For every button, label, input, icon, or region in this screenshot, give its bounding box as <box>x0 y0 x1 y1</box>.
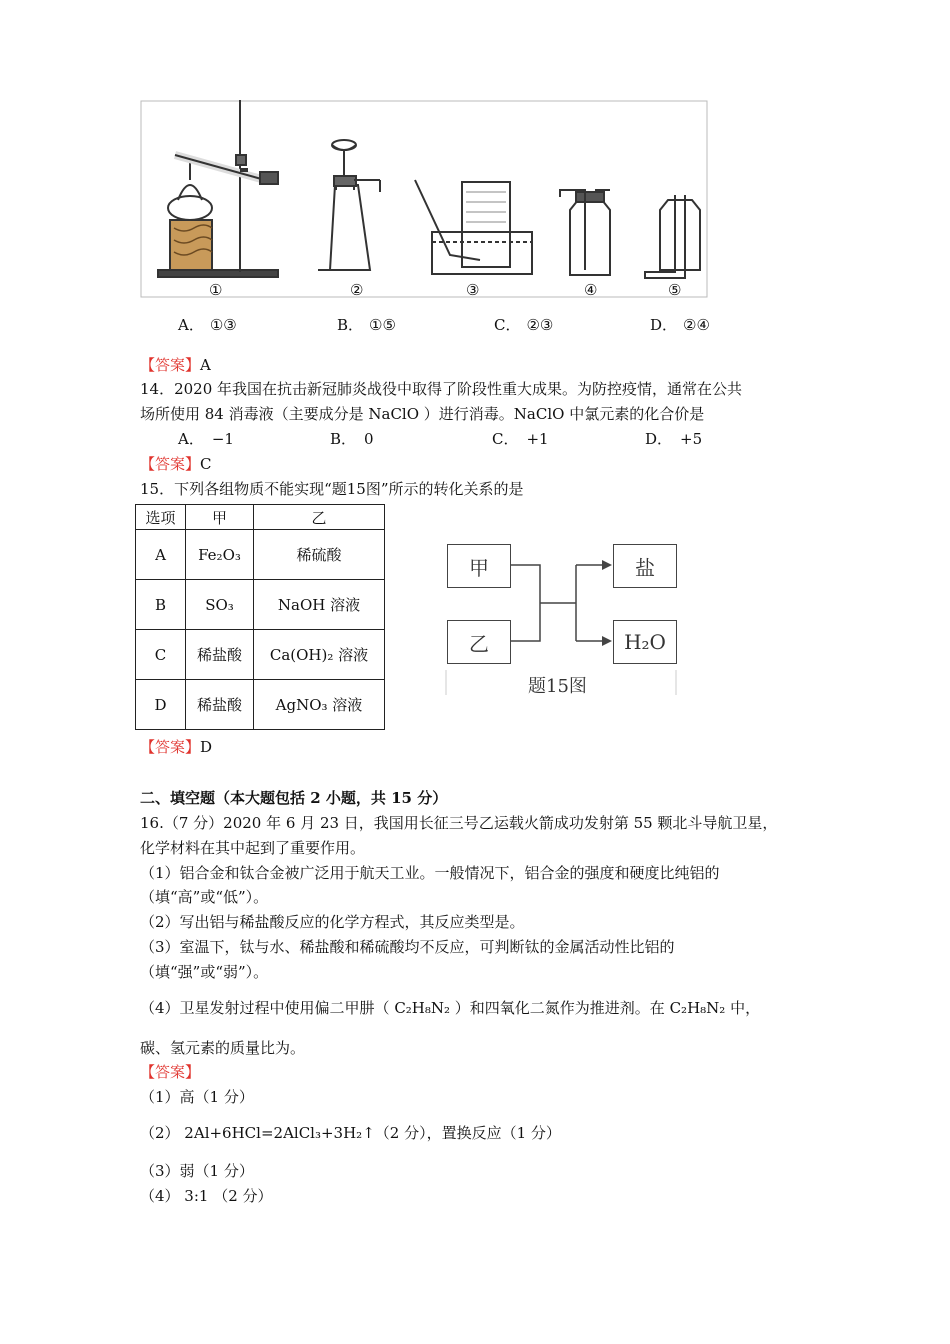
diagram-caption: 题15图 <box>528 676 587 697</box>
q13-option-c[interactable]: C． ②③ <box>494 316 554 334</box>
table-header: 乙 <box>254 505 385 530</box>
q14-option-c[interactable]: C． +1 <box>492 430 549 448</box>
q16-answer-label: 【答案】 <box>140 1063 201 1081</box>
q16-part4-line1: （4）卫星发射过程中使用偏二甲肼（ C₂H₈N₂ ）和四氧化二氮作为推进剂。在 C₂H₈N₂ 中， <box>140 999 761 1017</box>
q16-part4-line2: 碳、氢元素的质量比为。 <box>140 1039 306 1057</box>
apparatus-3 <box>415 180 532 274</box>
q14-option-a[interactable]: A． −1 <box>178 430 234 448</box>
figure-label: ③ <box>466 281 480 299</box>
apparatus-1 <box>158 100 278 277</box>
table-cell: 稀硫酸 <box>254 530 385 580</box>
table-row[interactable] <box>136 530 385 580</box>
q13-answer: 【答案】A <box>140 356 211 374</box>
table-header: 甲 <box>186 505 254 530</box>
table-cell: NaOH 溶液 <box>254 580 385 630</box>
q14-stem-line2: 场所使用 84 消毒液（主要成分是 NaClO ）进行消毒。NaClO 中氯元素的化合价是 <box>140 405 705 423</box>
q16-part3-line1: （3）室温下，钛与水、稀盐酸和稀硫酸均不反应，可判断钛的金属活动性比铝的 <box>140 938 675 956</box>
table-cell: SO₃ <box>186 580 254 630</box>
q15-options-table <box>135 504 385 730</box>
table-row[interactable] <box>136 680 385 730</box>
apparatus-4 <box>560 190 610 275</box>
q15-stem: 15．下列各组物质不能实现“题15图”所示的转化关系的是 <box>140 480 524 498</box>
table-row[interactable] <box>136 580 385 630</box>
q16-stem-line2: 化学材料在其中起到了重要作用。 <box>140 839 366 857</box>
table-cell: B <box>136 580 186 630</box>
table-cell: C <box>136 630 186 680</box>
q14-option-d[interactable]: D． +5 <box>645 430 703 448</box>
q13-option-a[interactable]: A． ①③ <box>178 316 237 334</box>
table-row[interactable] <box>136 630 385 680</box>
diagram-box-jia: 甲 <box>447 544 511 588</box>
q16-part3-line2: （填“强”或“弱”）。 <box>140 963 269 981</box>
diagram-box-salt: 盐 <box>613 544 677 588</box>
section-title: 二、填空题（本大题包括 2 小题，共 15 分） <box>140 789 448 807</box>
table-cell: AgNO₃ 溶液 <box>254 680 385 730</box>
q14-option-b[interactable]: B． 0 <box>330 430 374 448</box>
q15-answer: 【答案】D <box>140 738 213 756</box>
q13-option-d[interactable]: D． ②④ <box>650 316 710 334</box>
q14-answer: 【答案】C <box>140 455 212 473</box>
table-cell: Fe₂O₃ <box>186 530 254 580</box>
figure-label: ④ <box>584 281 598 299</box>
q16-part2: （2）写出铝与稀盐酸反应的化学方程式，其反应类型是。 <box>140 913 525 931</box>
table-cell: 稀盐酸 <box>186 680 254 730</box>
q16-part1-line2: （填“高”或“低”）。 <box>140 888 269 906</box>
apparatus-2 <box>318 140 380 270</box>
figure-label: ① <box>209 281 223 299</box>
q14-stem-line1: 14．2020 年我国在抗击新冠肺炎战役中取得了阶段性重大成果。为防控疫情，通常在公共 <box>140 380 743 398</box>
apparatus-figure <box>140 100 708 300</box>
figure-label: ⑤ <box>668 281 682 299</box>
table-header: 选项 <box>136 505 186 530</box>
q16-answer-1: （1）高（1 分） <box>140 1088 254 1106</box>
q16-answer-4: （4） 3:1 （2 分） <box>140 1187 273 1205</box>
q16-part1-line1: （1）铝合金和钛合金被广泛用于航天工业。一般情况下，铝合金的强度和硬度比纯铝的 <box>140 864 720 882</box>
apparatus-5 <box>645 195 700 278</box>
table-cell: D <box>136 680 186 730</box>
table-cell: Ca(OH)₂ 溶液 <box>254 630 385 680</box>
diagram-box-yi: 乙 <box>447 620 511 664</box>
diagram-box-water: H₂O <box>613 620 677 664</box>
table-cell: 稀盐酸 <box>186 630 254 680</box>
figure-label: ② <box>350 281 364 299</box>
q16-stem-line1: 16.（7 分）2020 年 6 月 23 日，我国用长征三号乙运载火箭成功发射第 55 颗北斗导航卫星， <box>140 814 778 832</box>
table-cell: A <box>136 530 186 580</box>
q16-answer-3: （3）弱（1 分） <box>140 1162 254 1180</box>
q16-answer-2: （2） 2Al+6HCl=2AlCl₃+3H₂↑（2 分），置换反应（1 分） <box>140 1124 561 1142</box>
q13-option-b[interactable]: B． ①⑤ <box>337 316 396 334</box>
